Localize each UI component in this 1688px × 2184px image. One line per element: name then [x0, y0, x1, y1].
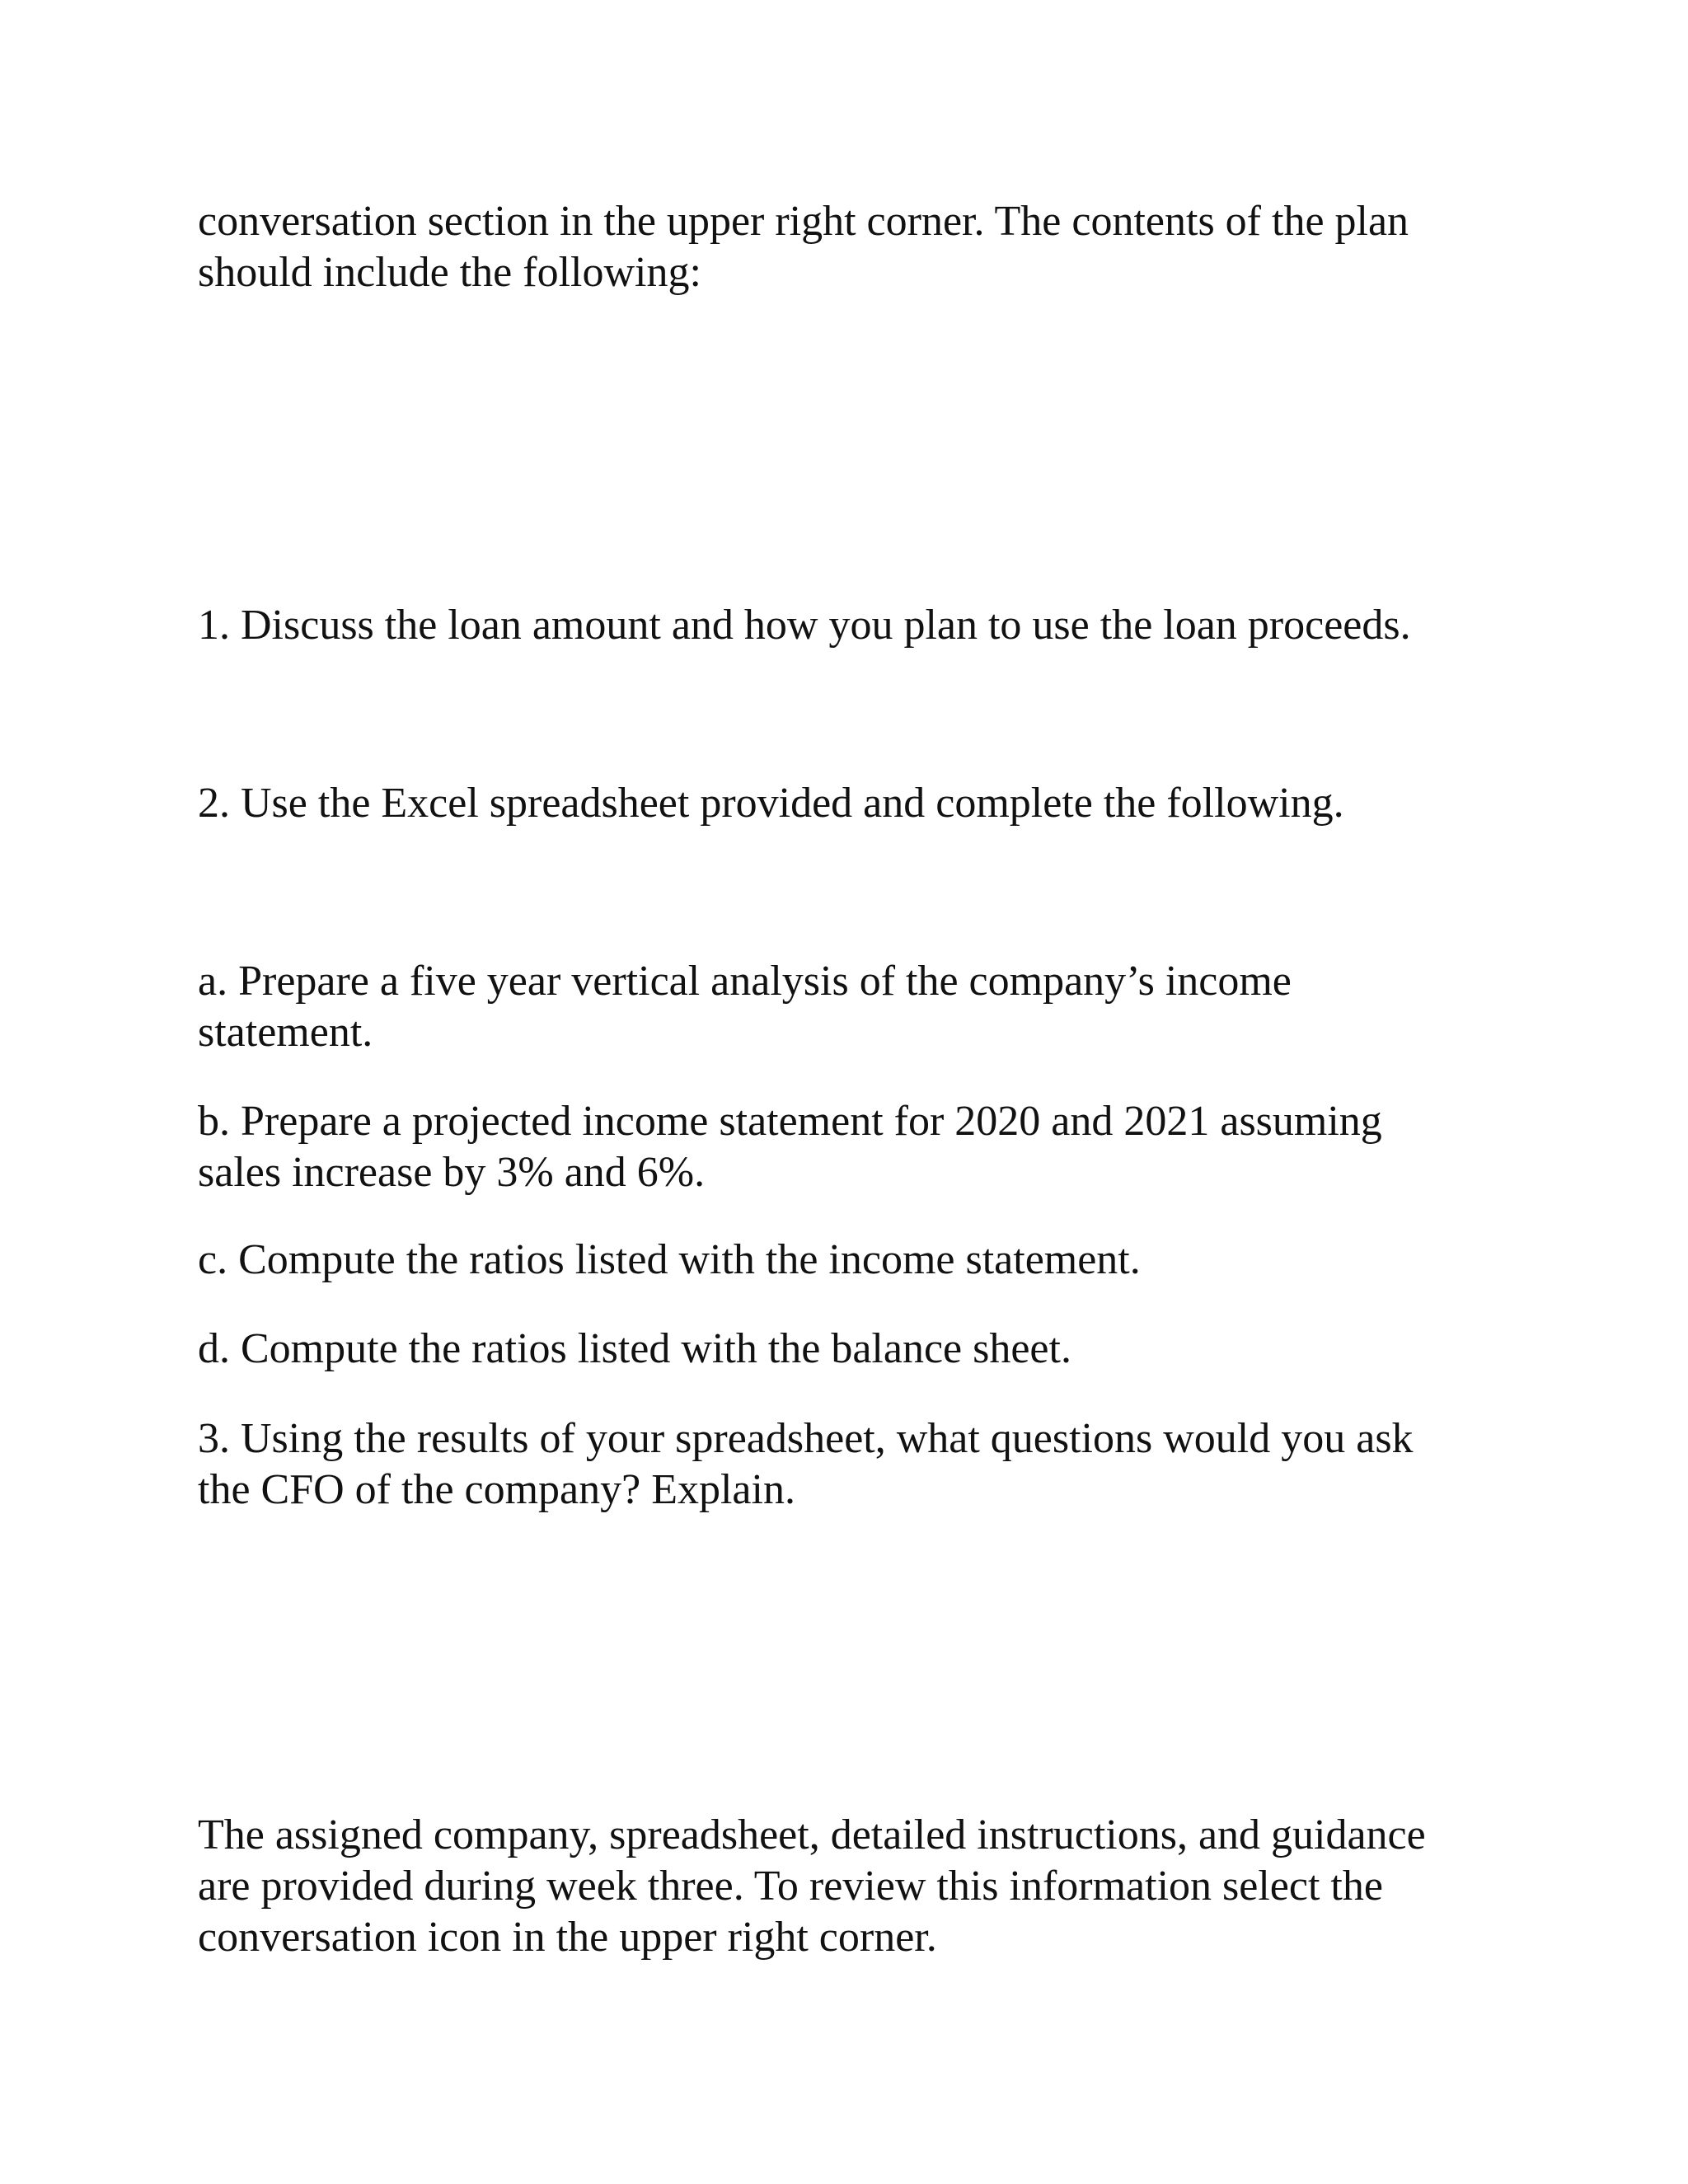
item-1-text: 1. Discuss the loan amount and how you plan to use the loan proceeds.: [198, 602, 1411, 649]
item-a-paragraph: [198, 956, 1484, 1058]
item-b-paragraph: [198, 1096, 1484, 1198]
intro-line-1: conversation section in the upper right corner. The contents of the plan: [198, 198, 1409, 245]
intro-paragraph: [198, 196, 1484, 298]
closing-line-3: conversation icon in the upper right corner.: [198, 1914, 937, 1961]
item-1-paragraph: [198, 600, 1484, 651]
item-a-line-1: a. Prepare a five year vertical analysis of the company’s income: [198, 958, 1292, 1005]
item-3-paragraph: [198, 1413, 1484, 1516]
closing-paragraph: [198, 1810, 1484, 1963]
item-c-paragraph: [198, 1235, 1484, 1286]
intro-line-2: should include the following:: [198, 249, 701, 296]
item-b-line-1: b. Prepare a projected income statement for 2020 and 2021 assuming: [198, 1098, 1382, 1145]
closing-line-2: are provided during week three. To review this information select the: [198, 1863, 1383, 1910]
item-c-text: c. Compute the ratios listed with the income statement.: [198, 1236, 1141, 1283]
item-d-paragraph: [198, 1324, 1484, 1375]
item-3-line-1: 3. Using the results of your spreadsheet, what questions would you ask: [198, 1415, 1414, 1462]
item-2-paragraph: [198, 778, 1484, 829]
item-b-line-2: sales increase by 3% and 6%.: [198, 1149, 706, 1196]
item-a-line-2: statement.: [198, 1009, 373, 1056]
closing-line-1: The assigned company, spreadsheet, detailed instructions, and guidance: [198, 1811, 1426, 1858]
item-3-line-2: the CFO of the company? Explain.: [198, 1466, 795, 1513]
item-d-text: d. Compute the ratios listed with the balance sheet.: [198, 1325, 1071, 1372]
item-2-text: 2. Use the Excel spreadsheet provided and complete the following.: [198, 780, 1344, 827]
